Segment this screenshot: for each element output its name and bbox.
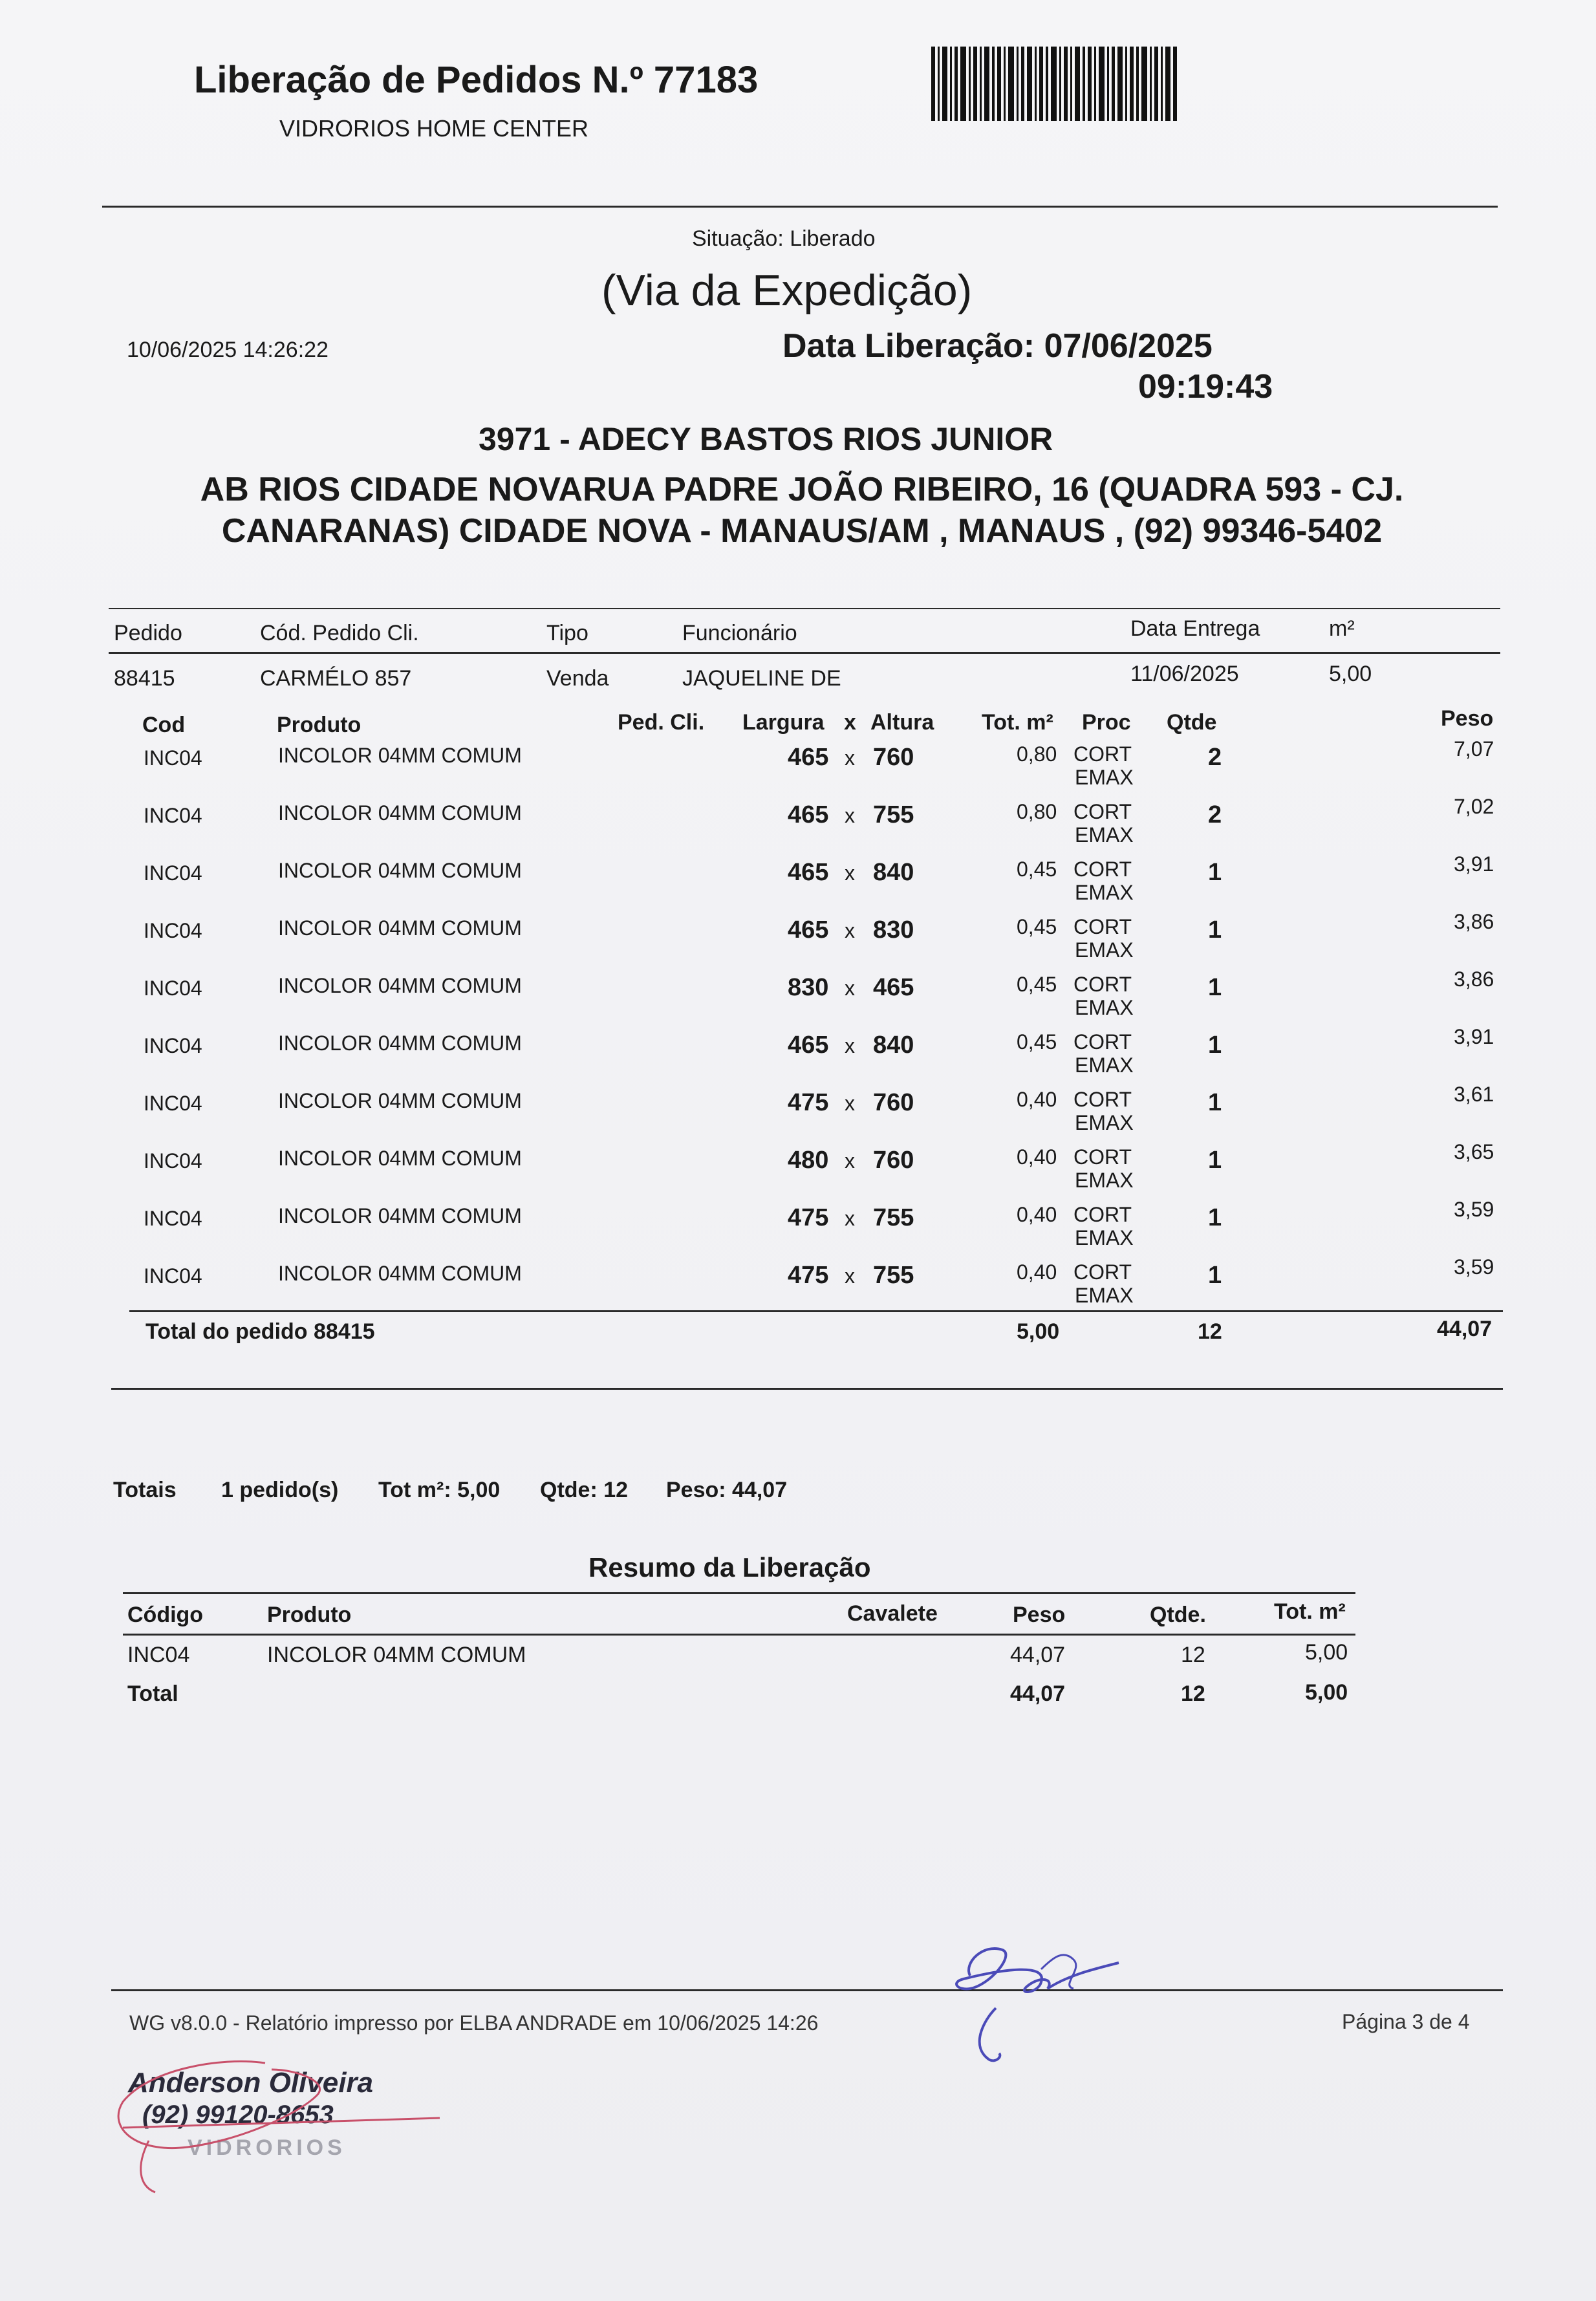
item-x: x: [845, 1207, 855, 1230]
summary-header-produto: Produto: [267, 1603, 352, 1627]
item-tot-m2: 0,40: [1017, 1088, 1057, 1111]
item-qtde: 1: [1208, 1262, 1222, 1289]
item-produto: INCOLOR 04MM COMUM: [278, 1204, 522, 1227]
item-produto: INCOLOR 04MM COMUM: [278, 1089, 522, 1112]
items-header-produto: Produto: [277, 713, 361, 737]
item-altura: 755: [873, 1204, 914, 1231]
summary-header-rule: [123, 1634, 1355, 1636]
item-proc-1: CORT: [1073, 915, 1132, 938]
item-largura: 465: [788, 859, 829, 886]
item-largura: 465: [788, 801, 829, 828]
item-x: x: [845, 919, 855, 942]
signature-icon: [944, 1924, 1132, 2073]
item-cod: INC04: [144, 861, 202, 885]
item-cod: INC04: [144, 1092, 202, 1115]
item-x: x: [845, 1034, 855, 1057]
item-x: x: [845, 1264, 855, 1288]
item-proc-1: CORT: [1073, 1260, 1132, 1284]
item-proc-1: CORT: [1073, 1145, 1132, 1169]
order-header-tipo: Tipo: [546, 621, 588, 645]
item-cod: INC04: [144, 746, 202, 770]
order-header-cod-cli: Cód. Pedido Cli.: [260, 621, 419, 645]
item-qtde: 1: [1208, 1147, 1222, 1174]
item-largura: 480: [788, 1147, 829, 1174]
item-qtde: 1: [1208, 859, 1222, 886]
order-total-qtde: 12: [1198, 1319, 1222, 1344]
item-proc-2: EMAX: [1075, 1226, 1134, 1249]
item-peso: 3,91: [1454, 1025, 1494, 1048]
status-text: Situação: Liberado: [692, 226, 876, 251]
order-bottom-rule: [111, 1388, 1503, 1390]
red-signature-icon: [110, 2044, 446, 2199]
item-qtde: 2: [1208, 801, 1222, 828]
item-cod: INC04: [144, 1034, 202, 1057]
items-header-altura: Altura: [870, 710, 934, 735]
item-cod: INC04: [144, 1207, 202, 1230]
summary-total-peso: 44,07: [1010, 1681, 1066, 1706]
item-proc-1: CORT: [1073, 973, 1132, 996]
item-produto: INCOLOR 04MM COMUM: [278, 1147, 522, 1170]
item-largura: 465: [788, 916, 829, 944]
item-peso: 7,02: [1454, 795, 1494, 818]
item-altura: 830: [873, 916, 914, 944]
release-date: Data Liberação: 07/06/2025: [782, 327, 1213, 365]
item-produto: INCOLOR 04MM COMUM: [278, 859, 522, 882]
items-total-rule: [129, 1310, 1503, 1312]
item-x: x: [845, 746, 855, 770]
summary-total-qtde: 12: [1181, 1681, 1205, 1706]
item-proc-2: EMAX: [1075, 823, 1134, 847]
summary-header-tot-m2: Tot. m²: [1274, 1599, 1346, 1624]
item-peso: 3,59: [1454, 1255, 1494, 1279]
item-cod: INC04: [144, 919, 202, 942]
summary-total-tot-m2: 5,00: [1305, 1680, 1348, 1705]
item-produto: INCOLOR 04MM COMUM: [278, 1262, 522, 1285]
order-header-rule: [109, 652, 1500, 654]
item-proc-2: EMAX: [1075, 881, 1134, 904]
order-header-funcionario: Funcionário: [682, 621, 797, 645]
totais-qtde: Qtde: 12: [540, 1478, 629, 1502]
item-tot-m2: 0,40: [1017, 1145, 1057, 1169]
summary-codigo: INC04: [127, 1643, 190, 1667]
item-proc-1: CORT: [1073, 1203, 1132, 1226]
item-qtde: 1: [1208, 916, 1222, 944]
order-data-entrega: 11/06/2025: [1130, 662, 1239, 686]
client-address: [116, 469, 1487, 552]
item-peso: 3,61: [1454, 1083, 1494, 1106]
item-cod: INC04: [144, 804, 202, 827]
totais-pedidos: 1 pedido(s): [221, 1478, 339, 1502]
item-x: x: [845, 1092, 855, 1115]
item-peso: 3,86: [1454, 910, 1494, 933]
summary-header-codigo: Código: [127, 1603, 204, 1627]
item-cod: INC04: [144, 1264, 202, 1288]
item-altura: 760: [873, 744, 914, 771]
address-line-2: CANARANAS) CIDADE NOVA - MANAUS/AM , MANAUS , (92) 99346-5402: [221, 512, 1383, 550]
item-qtde: 1: [1208, 974, 1222, 1001]
item-largura: 465: [788, 744, 829, 771]
order-funcionario: JAQUELINE DE: [682, 666, 841, 691]
summary-header-qtde: Qtde.: [1150, 1603, 1206, 1627]
item-proc-2: EMAX: [1075, 1284, 1134, 1307]
summary-title: Resumo da Liberação: [588, 1552, 871, 1583]
order-top-rule: [109, 608, 1500, 609]
item-proc-1: CORT: [1073, 1088, 1132, 1111]
summary-header-peso: Peso: [1013, 1603, 1066, 1627]
item-x: x: [845, 977, 855, 1000]
order-tipo: Venda: [546, 666, 609, 691]
item-largura: 475: [788, 1204, 829, 1231]
item-qtde: 1: [1208, 1089, 1222, 1116]
item-peso: 3,86: [1454, 967, 1494, 991]
item-produto: INCOLOR 04MM COMUM: [278, 744, 522, 767]
item-proc-1: CORT: [1073, 742, 1132, 766]
footer-rule: [111, 1989, 1503, 1991]
item-altura: 840: [873, 1032, 914, 1059]
release-time: 09:19:43: [1138, 368, 1273, 405]
summary-peso: 44,07: [1010, 1643, 1066, 1667]
stamp-phone: (92) 99120-8653: [142, 2101, 334, 2129]
item-tot-m2: 0,45: [1017, 915, 1057, 938]
order-pedido: 88415: [114, 666, 175, 691]
address-line-1: AB RIOS CIDADE NOVARUA PADRE JOÃO RIBEIRO, 16 (QUADRA 593 - CJ.: [200, 471, 1404, 508]
item-largura: 465: [788, 1032, 829, 1059]
item-produto: INCOLOR 04MM COMUM: [278, 801, 522, 825]
item-qtde: 1: [1208, 1204, 1222, 1231]
item-produto: INCOLOR 04MM COMUM: [278, 1032, 522, 1055]
order-m2: 5,00: [1329, 662, 1372, 686]
header-divider: [102, 206, 1498, 208]
item-tot-m2: 0,45: [1017, 858, 1057, 881]
barcode-icon: [931, 47, 1177, 121]
item-proc-1: CORT: [1073, 1030, 1132, 1053]
item-proc-2: EMAX: [1075, 1111, 1134, 1134]
item-largura: 830: [788, 974, 829, 1001]
item-largura: 475: [788, 1262, 829, 1289]
stamp-extra: VIDRORIOS: [188, 2135, 346, 2160]
order-header-pedido: Pedido: [114, 621, 182, 645]
items-header-proc: Proc: [1082, 710, 1131, 735]
copy-type: (Via da Expedição): [601, 266, 973, 315]
items-header-largura: Largura: [742, 710, 825, 735]
order-total-peso: 44,07: [1437, 1317, 1493, 1341]
item-proc-1: CORT: [1073, 858, 1132, 881]
item-tot-m2: 0,45: [1017, 1030, 1057, 1053]
item-proc-2: EMAX: [1075, 766, 1134, 789]
item-produto: INCOLOR 04MM COMUM: [278, 974, 522, 997]
summary-total-label: Total: [127, 1681, 178, 1706]
item-x: x: [845, 861, 855, 885]
summary-tot-m2: 5,00: [1305, 1640, 1348, 1665]
item-peso: 3,65: [1454, 1140, 1494, 1163]
item-altura: 465: [873, 974, 914, 1001]
item-largura: 475: [788, 1089, 829, 1116]
items-header-x: x: [844, 710, 856, 735]
document-title: Liberação de Pedidos N.º 77183: [194, 59, 759, 101]
item-proc-2: EMAX: [1075, 1169, 1134, 1192]
item-proc-1: CORT: [1073, 800, 1132, 823]
item-x: x: [845, 1149, 855, 1172]
item-altura: 755: [873, 801, 914, 828]
item-peso: 3,91: [1454, 852, 1494, 876]
item-peso: 3,59: [1454, 1198, 1494, 1221]
item-proc-2: EMAX: [1075, 1053, 1134, 1077]
item-peso: 7,07: [1454, 737, 1494, 761]
item-cod: INC04: [144, 977, 202, 1000]
order-total-label: Total do pedido 88415: [146, 1319, 375, 1344]
items-header-qtde: Qtde: [1167, 710, 1217, 735]
items-header-cod: Cod: [142, 713, 186, 737]
totais-peso: Peso: 44,07: [666, 1478, 788, 1502]
totais-label: Totais: [113, 1478, 177, 1502]
item-proc-2: EMAX: [1075, 996, 1134, 1019]
items-header-peso: Peso: [1441, 706, 1494, 731]
items-header-tot-m2: Tot. m²: [982, 710, 1053, 735]
item-altura: 755: [873, 1262, 914, 1289]
item-x: x: [845, 804, 855, 827]
stamp-name: Anderson Oliveira: [128, 2067, 374, 2099]
item-qtde: 1: [1208, 1032, 1222, 1059]
order-total-m2: 5,00: [1017, 1319, 1060, 1344]
item-cod: INC04: [144, 1149, 202, 1172]
order-header-data-entrega: Data Entrega: [1130, 616, 1260, 641]
client-name: 3971 - ADECY BASTOS RIOS JUNIOR: [479, 421, 1053, 457]
item-proc-2: EMAX: [1075, 938, 1134, 962]
item-altura: 840: [873, 859, 914, 886]
order-cod-cli: CARMÉLO 857: [260, 666, 412, 691]
summary-qtde: 12: [1181, 1643, 1205, 1667]
totais-m2: Tot m²: 5,00: [378, 1478, 501, 1502]
summary-produto: INCOLOR 04MM COMUM: [267, 1643, 526, 1667]
summary-header-cavalete: Cavalete: [847, 1601, 938, 1626]
company-name: VIDRORIOS HOME CENTER: [279, 115, 589, 142]
order-header-m2: m²: [1329, 616, 1355, 641]
footer-printed-by: WG v8.0.0 - Relatório impresso por ELBA ANDRADE em 10/06/2025 14:26: [129, 2011, 819, 2035]
items-header-ped-cli: Ped. Cli.: [618, 710, 705, 735]
printed-timestamp: 10/06/2025 14:26:22: [127, 338, 329, 362]
page-number: Página 3 de 4: [1342, 2010, 1470, 2033]
item-tot-m2: 0,80: [1017, 742, 1057, 766]
item-produto: INCOLOR 04MM COMUM: [278, 916, 522, 940]
summary-top-rule: [123, 1592, 1355, 1594]
item-qtde: 2: [1208, 744, 1222, 771]
item-tot-m2: 0,80: [1017, 800, 1057, 823]
item-tot-m2: 0,45: [1017, 973, 1057, 996]
item-altura: 760: [873, 1089, 914, 1116]
item-tot-m2: 0,40: [1017, 1260, 1057, 1284]
item-tot-m2: 0,40: [1017, 1203, 1057, 1226]
item-altura: 760: [873, 1147, 914, 1174]
